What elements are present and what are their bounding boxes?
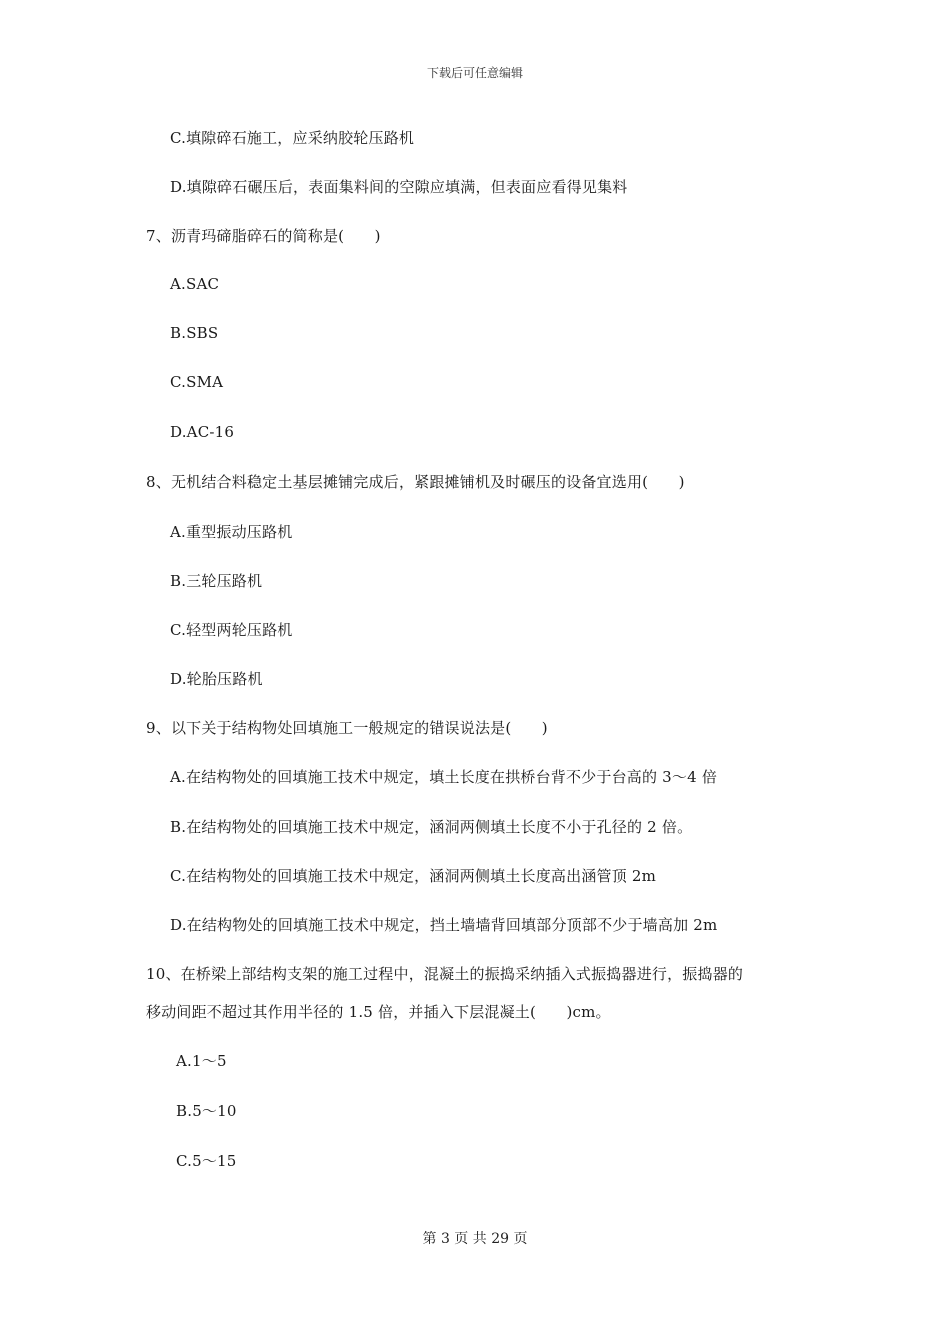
option-9a: A.在结构物处的回填施工技术中规定，填土长度在拱桥台背不少于台高的 3～4 倍 [170,768,718,786]
option-7a: A.SAC [170,275,220,293]
page-footer: 第 3 页 共 29 页 [422,1231,528,1247]
option-9d: D.在结构物处的回填施工技术中规定，挡土墙墙背回填部分顶部不少于墙高加 2m [170,916,718,934]
option-9c: C.在结构物处的回填施工技术中规定，涵洞两侧填土长度高出涵管顶 2m [170,867,657,885]
option-6c: C.填隙碎石施工，应采纳胶轮压路机 [170,129,415,147]
option-7b: B.SBS [170,324,219,342]
option-6d: D.填隙碎石碾压后，表面集料间的空隙应填满，但表面应看得见集料 [170,178,628,196]
question-8: 8、无机结合料稳定土基层摊铺完成后，紧跟摊铺机及时碾压的设备宜选用( ) [146,473,685,491]
option-10a: A.1～5 [176,1052,227,1070]
page-header: 下载后可任意编辑 [426,66,523,80]
option-9b: B.在结构物处的回填施工技术中规定，涵洞两侧填土长度不小于孔径的 2 倍。 [170,818,693,836]
question-9: 9、以下关于结构物处回填施工一般规定的错误说法是( ) [146,719,548,737]
option-10b: B.5～10 [176,1102,237,1120]
option-8b: B.三轮压路机 [170,572,263,590]
option-7c: C.SMA [170,373,224,391]
option-7d: D.AC-16 [170,423,235,441]
option-8c: C.轻型两轮压路机 [170,621,293,639]
option-8a: A.重型振动压路机 [170,523,293,541]
question-10-line2: 移动间距不超过其作用半径的 1.5 倍，并插入下层混凝土( )cm。 [146,1003,611,1021]
option-8d: D.轮胎压路机 [170,670,263,688]
option-10c: C.5～15 [176,1152,237,1170]
question-7: 7、沥青玛碲脂碎石的简称是( ) [146,227,381,245]
question-10-line1: 10、在桥梁上部结构支架的施工过程中，混凝土的振捣采纳插入式振捣器进行，振捣器的 [146,965,744,983]
